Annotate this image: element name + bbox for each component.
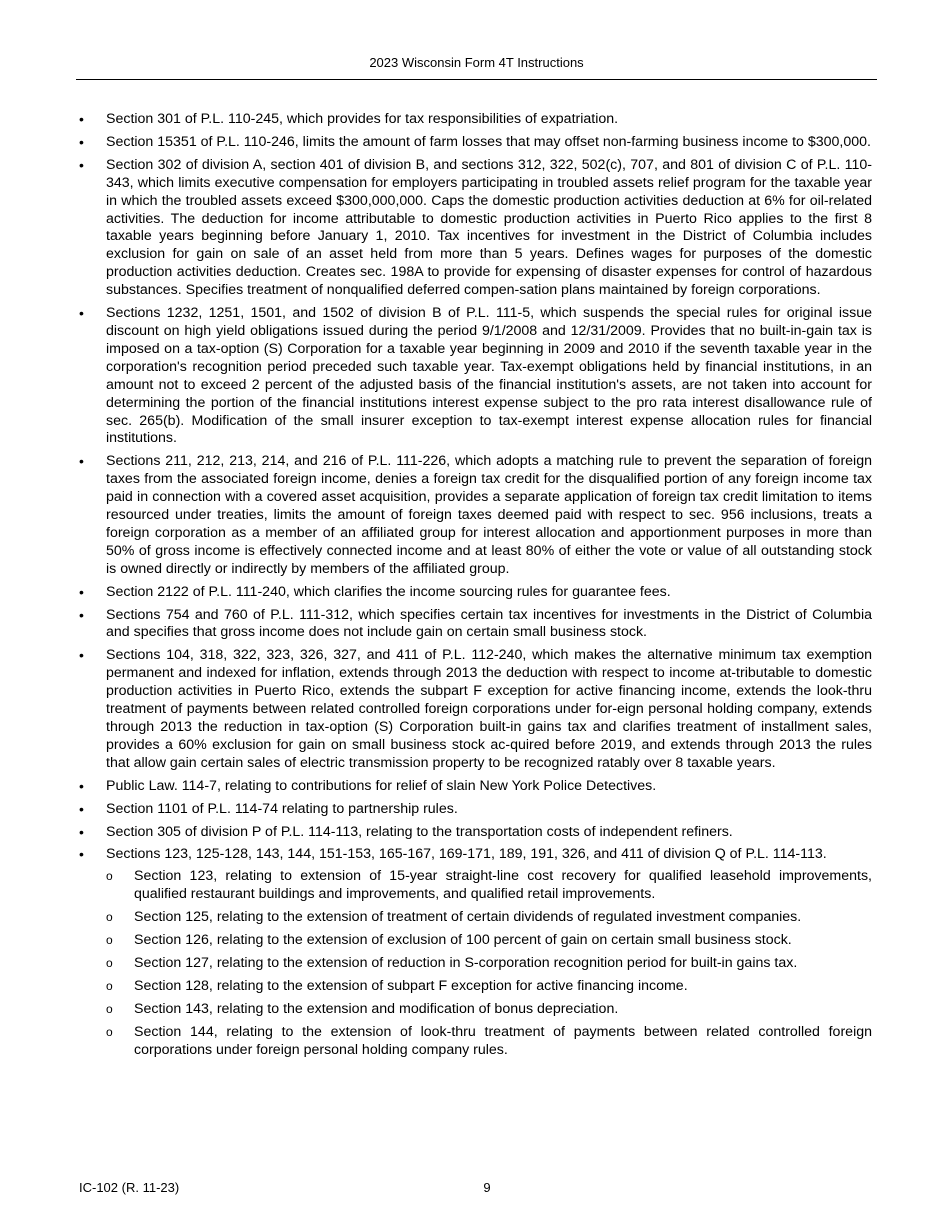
bullet-icon: • — [79, 846, 84, 863]
list-item — [76, 778, 872, 796]
bullet-icon: • — [79, 453, 84, 470]
sub-list-item-text: Section 127, relating to the extension of reduction in S-corporation recognition period for built-in gains tax. — [134, 954, 798, 971]
list-item-text: Section 302 of division A, section 401 of division B, and sections 312, 322, 502(c), 707, and 801 of division C of P.L. 110-343, which limits executive compensation for employers participating in troubled assets relief program for the taxable year in which the troubled assets exceed $300,000,000. Caps the domestic production activities deduction at 6% for oil-related activities. The deduction for income attributable to domestic production activities in Puerto Rico applies to the first 8 taxable years beginning before January 1, 2010. Tax incentives for investment in the District of Columbia includes exclusion for gain on sale of an asset held from more than 5 years. Defines wages for purposes of the domestic production activities deduction. Creates sec. 198A to provide for expensing of disaster expenses for control of hazardous substances. Specifies treatment of nonqualified deferred compen-sation plans maintained by foreign corporations. — [106, 156, 872, 299]
list-item-text: Section 301 of P.L. 110-245, which provides for tax responsibilities of expatriation. — [106, 111, 619, 127]
sub-list-item — [106, 868, 872, 904]
page-header-title: 2023 Wisconsin Form 4T Instructions — [369, 55, 584, 70]
bullet-icon: • — [79, 305, 84, 322]
page-number: 9 — [483, 1180, 491, 1195]
circle-bullet-icon: o — [106, 955, 113, 970]
list-item — [76, 647, 872, 772]
sub-list-item — [106, 1001, 872, 1019]
circle-bullet-icon: o — [106, 978, 113, 993]
list-item-text: Sections 754 and 760 of P.L. 111-312, which specifies certain tax incentives for investments in the District of Columbia and specifies that gross income does not include gain on certain small business stock. — [106, 606, 872, 641]
list-item — [76, 111, 872, 129]
sub-section-list — [106, 868, 872, 1059]
bullet-icon: • — [79, 647, 84, 664]
sub-list-item-text: Section 126, relating to the extension of exclusion of 100 percent of gain on certain small business stock. — [134, 932, 792, 949]
circle-bullet-icon: o — [106, 933, 113, 948]
sub-list-item-text: Section 125, relating to the extension of treatment of certain dividends of regulated investment companies. — [134, 909, 802, 926]
list-item — [76, 824, 872, 842]
sub-list-item — [106, 978, 872, 996]
sub-list-item-text: Section 144, relating to the extension of look-thru treatment of payments between related controlled foreign corporations under foreign personal holding company rules. — [134, 1023, 872, 1058]
list-item-text: Sections 211, 212, 213, 214, and 216 of P.L. 111-226, which adopts a matching rule to prevent the separation of foreign taxes from the associated foreign income, denies a foreign tax credit for the disqualified portion of any foreign income tax paid in connection with a covered asset acquisition, provides a separate application of foreign tax credit limitation to items resourced under treaties, limits the amount of foreign taxes deemed paid with respect to sec. 956 inclusions, treats a foreign corporation as a member of an affiliated group for interest allocation and apportionment purposes in more than 50% of gross income is effectively connected income and at least 80% of either the vote or value of all outstanding stock is owned directly or indirectly by members of the affiliated group. — [106, 453, 872, 577]
sub-list-item — [106, 909, 872, 927]
sub-list-item-text: Section 128, relating to the extension of subpart F exception for active financing income. — [134, 977, 688, 994]
sub-list-item-text: Section 123, relating to extension of 15-year straight-line cost recovery for qualified leasehold improvements, qualified restaurant buildings and improvements, and qualified retail improvements. — [134, 868, 872, 903]
bullet-icon: • — [79, 606, 84, 623]
circle-bullet-icon: o — [106, 910, 113, 925]
sub-list-item-text: Section 143, relating to the extension and modification of bonus depreciation. — [134, 1000, 619, 1017]
list-item — [76, 801, 872, 819]
list-item-text: Sections 1232, 1251, 1501, and 1502 of division B of P.L. 111-5, which suspends the special rules for original issue discount on high yield obligations issued during the period 9/1/2008 and 12/31/2009. Provides that no built-in-gain tax is imposed on a tax-option (S) Corporation for a taxable year beginning in 2009 and 2010 if the seventh taxable year in the corporation's recognition period preceded such taxable year. Tax-exempt obligations held by financial institutions, in an amount not to exceed 2 percent of the adjusted basis of the financial institution's assets, are not taken into account for determining the portion of the financial institutions interest expense subject to the pro rata interest disallowance rule of sec. 265(b). Modification of the small insurer exception to tax-exempt interest expense allocation rules for financial institutions. — [106, 305, 872, 447]
bullet-icon: • — [79, 133, 84, 150]
list-item — [76, 305, 872, 448]
list-item-text: Public Law. 114-7, relating to contributions for relief of slain New York Police Detectives. — [106, 777, 657, 794]
sub-list-item — [106, 1024, 872, 1060]
list-item — [76, 607, 872, 643]
list-item-text: Section 305 of division P of P.L. 114-113, relating to the transportation costs of independent refiners. — [106, 823, 733, 840]
bullet-icon: • — [79, 583, 84, 600]
form-id: IC-102 (R. 11-23) — [79, 1180, 180, 1195]
list-item — [76, 453, 872, 578]
list-item — [76, 584, 872, 602]
header-divider — [76, 79, 877, 80]
list-item — [76, 846, 872, 1059]
list-item-text: Section 1101 of P.L. 114-74 relating to partnership rules. — [106, 800, 458, 817]
circle-bullet-icon: o — [106, 869, 113, 884]
sub-list-item — [106, 955, 872, 973]
main-content — [76, 111, 872, 1065]
bullet-icon: • — [79, 111, 84, 127]
circle-bullet-icon: o — [106, 1001, 113, 1016]
list-item-text: Section 15351 of P.L. 110-246, limits the amount of farm losses that may offset non-farming business income to $300,000. — [106, 133, 871, 150]
sub-list-item — [106, 932, 872, 950]
list-item-text: Sections 104, 318, 322, 323, 326, 327, and 411 of P.L. 112-240, which makes the alternative minimum tax exemption permanent and indexed for inflation, extends through 2013 the deduction with respect to income at-tributable to domestic production activities in Puerto Rico, extends the subpart F exception for active financing income, extends the look-thru treatment of payments between related controlled foreign corporations under for-eign personal holding company, extends through 2013 the reduction in tax-option (S) Corporation built-in gains tax and clarifies treatment of installment sales, provides a 60% exclusion for gain on small business stock ac-quired before 2019, and extends through 2013 the rules that allow gain certain sales of electric transmission property to be recognized ratably over 8 taxable years. — [106, 647, 872, 771]
list-item-text: Section 2122 of P.L. 111-240, which clarifies the income sourcing rules for guarantee fees. — [106, 583, 671, 600]
list-item-text: Sections 123, 125-128, 143, 144, 151-153, 165-167, 169-171, 189, 191, 326, and 411 of division Q of P.L. 114-113. — [106, 846, 827, 863]
law-section-list — [76, 111, 872, 1060]
circle-bullet-icon: o — [106, 1024, 113, 1039]
bullet-icon: • — [79, 777, 84, 794]
bullet-icon: • — [79, 800, 84, 817]
bullet-icon: • — [79, 823, 84, 840]
bullet-icon: • — [79, 156, 84, 173]
list-item — [76, 157, 872, 300]
list-item — [76, 134, 872, 152]
